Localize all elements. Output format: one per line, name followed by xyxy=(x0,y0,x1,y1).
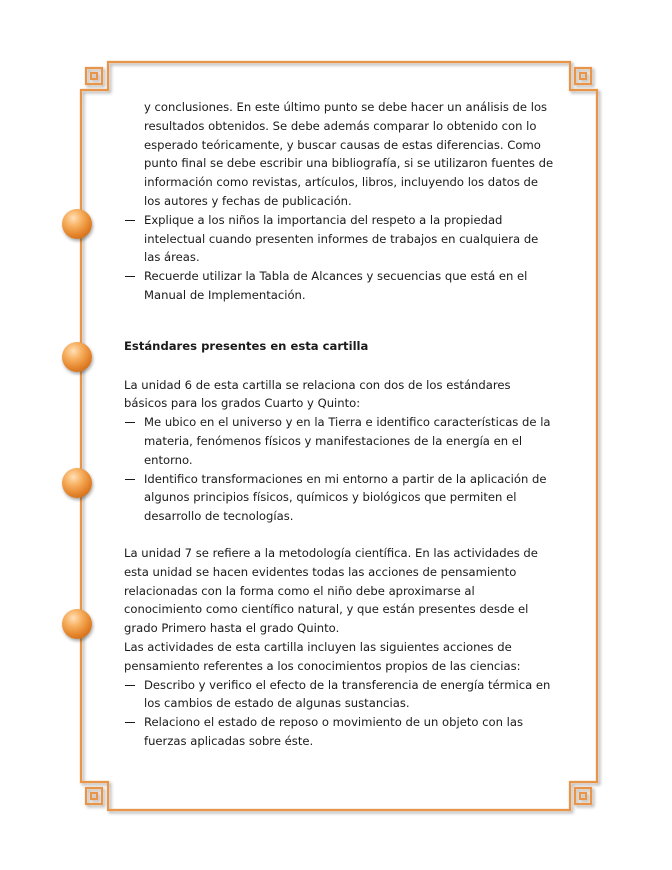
list-item: Recuerde utilizar la Tabla de Alcances y secuencias que está en el Manual de Implementación. xyxy=(124,267,554,305)
page-content xyxy=(124,98,554,751)
list-item: Me ubico en el universo y en la Tierra e identifico características de la materia, fenómenos físicos y manifestaciones de la energía en el entorno. xyxy=(124,413,554,469)
binder-ring xyxy=(62,209,92,239)
binder-ring xyxy=(62,609,92,639)
action-bullet-list xyxy=(124,676,554,751)
top-bullet-list xyxy=(124,211,554,305)
corner-ornament-tr xyxy=(575,68,591,84)
list-item: Identifico transformaciones en mi entorno a partir de la aplicación de algunos principios físicos, químicos y biológicos que permiten el desarrollo de tecnologías. xyxy=(124,470,554,526)
unit6-bullet-list xyxy=(124,413,554,526)
list-item: Explique a los niños la importancia del respeto a la propiedad intelectual cuando presenten informes de trabajos en cualquiera de las áreas. xyxy=(124,211,554,267)
section-heading: Estándares presentes en esta cartilla xyxy=(124,338,369,353)
unit7-paragraph: La unidad 7 se refiere a la metodología científica. En las actividades de esta unidad se hacen evidentes todas las acciones de pensamiento relacionadas con la forma como el niño debe aproximarse al conocimiento como científico natural, y que están presentes desde el grado Primero hasta el grado Quinto. xyxy=(124,545,538,636)
continuation-paragraph: y conclusiones. En este último punto se debe hacer un análisis de los resultados obtenidos. Se debe además comparar lo obtenido con lo esperado teóricamente, y buscar causas de estas diferencias. Como punto final se debe escribir una bibliografía, si se utilizaron fuentes de información como revistas, artículos, libros, incluyendo los datos de los autores y fechas de publicación. xyxy=(144,100,554,208)
list-item: Relaciono el estado de reposo o movimiento de un objeto con las fuerzas aplicadas sobre éste. xyxy=(124,713,554,751)
corner-ornament-tl xyxy=(86,68,102,84)
corner-ornament-bl xyxy=(86,788,102,804)
binder-ring xyxy=(62,468,92,498)
binder-ring xyxy=(62,342,92,372)
corner-ornament-br xyxy=(575,788,591,804)
actions-paragraph: Las actividades de esta cartilla incluyen las siguientes acciones de pensamiento referentes a los conocimientos propios de las ciencias: xyxy=(124,639,521,673)
unit6-paragraph: La unidad 6 de esta cartilla se relaciona con dos de los estándares básicos para los grados Cuarto y Quinto: xyxy=(124,377,511,411)
list-item: Describo y verifico el efecto de la transferencia de energía térmica en los cambios de estado de algunas sustancias. xyxy=(124,676,554,714)
